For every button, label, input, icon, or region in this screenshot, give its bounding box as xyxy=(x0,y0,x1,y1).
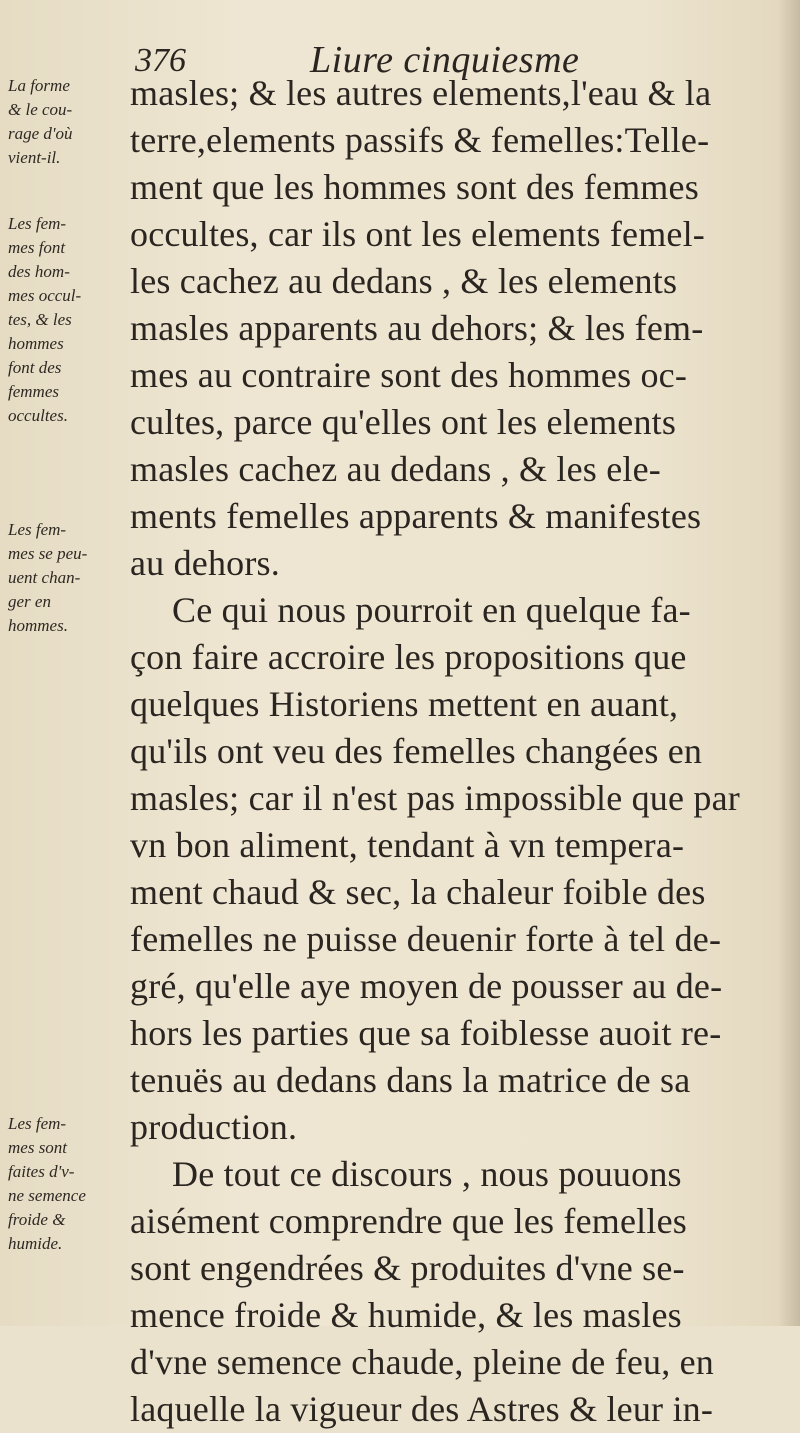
margin-note-line: mes occul- xyxy=(8,286,82,305)
margin-note-line: occultes. xyxy=(8,406,68,425)
text-line: hors les parties que sa foiblesse auoit re- xyxy=(130,1013,722,1053)
text-line: au dehors. xyxy=(130,543,280,583)
text-line: mes au contraire sont des hommes oc- xyxy=(130,355,688,395)
margin-note-line: hommes xyxy=(8,334,64,353)
margin-note-line: humide. xyxy=(8,1234,63,1253)
margin-note-line: hommes. xyxy=(8,616,68,635)
text-line: production. xyxy=(130,1107,298,1147)
margin-note-semence xyxy=(8,1112,126,1256)
margin-note-line: mes se peu- xyxy=(8,544,88,563)
margin-note-line: froide & xyxy=(8,1210,66,1229)
margin-note-line: uent chan- xyxy=(8,568,81,587)
text-line: gré, qu'elle aye moyen de pousser au de- xyxy=(130,966,723,1006)
margin-note-femmes-occultes xyxy=(8,212,126,428)
margin-note-line: & le cou- xyxy=(8,100,73,119)
margin-note-line: mes font xyxy=(8,238,66,257)
text-line: aisément comprendre que les femelles xyxy=(130,1201,687,1241)
margin-note-forme xyxy=(8,74,126,170)
margin-note-line: vient-il. xyxy=(8,148,61,167)
margin-note-line: tes, & les xyxy=(8,310,72,329)
text-line: ment chaud & sec, la chaleur foible des xyxy=(130,872,706,912)
text-line: Ce qui nous pourroit en quelque fa- xyxy=(172,590,691,630)
text-line: occultes, car ils ont les elements femel- xyxy=(130,214,705,254)
text-line: laquelle la vigueur des Astres & leur in- xyxy=(130,1389,714,1429)
margin-note-line: La forme xyxy=(8,76,70,95)
text-line: mence froide & humide, & les masles xyxy=(130,1295,682,1335)
margin-note-line: Les fem- xyxy=(8,520,67,539)
text-line: ments femelles apparents & manifestes xyxy=(130,496,702,536)
text-line: masles; car il n'est pas impossible que par xyxy=(130,778,740,818)
running-title: Liure cinquiesme xyxy=(310,39,580,81)
text-line: sont engendrées & produites d'vne se- xyxy=(130,1248,685,1288)
margin-note-line: Les fem- xyxy=(8,1114,67,1133)
text-line: çon faire accroire les propositions que xyxy=(130,637,687,677)
margin-note-line: femmes xyxy=(8,382,59,401)
margin-note-line: mes sont xyxy=(8,1138,68,1157)
text-line: femelles ne puisse deuenir forte à tel de- xyxy=(130,919,722,959)
text-line: qu'ils ont veu des femelles changées en xyxy=(130,731,703,771)
margin-note-line: rage d'où xyxy=(8,124,73,143)
text-line: quelques Historiens mettent en auant, xyxy=(130,684,679,724)
margin-note-line: ger en xyxy=(8,592,51,611)
margin-note-line: Les fem- xyxy=(8,214,67,233)
margin-note-line: des hom- xyxy=(8,262,70,281)
text-line: terre,elements passifs & femelles:Telle- xyxy=(130,120,710,160)
text-line: d'vne semence chaude, pleine de feu, en xyxy=(130,1342,715,1382)
text-line: masles cachez au dedans , & les ele- xyxy=(130,449,661,489)
margin-note-line: ne semence xyxy=(8,1186,86,1205)
text-line: cultes, parce qu'elles ont les elements xyxy=(130,402,677,442)
text-line: tenuës au dedans dans la matrice de sa xyxy=(130,1060,691,1100)
text-line: De tout ce discours , nous pouuons xyxy=(172,1154,682,1194)
page-number: 376 xyxy=(135,42,186,79)
text-line: masles; & les autres elements,l'eau & la xyxy=(130,73,712,113)
margin-note-line: faites d'v- xyxy=(8,1162,75,1181)
text-line: les cachez au dedans , & les elements xyxy=(130,261,678,301)
text-line: vn bon aliment, tendant à vn tempera- xyxy=(130,825,685,865)
body-text xyxy=(130,70,790,1433)
margin-note-changer xyxy=(8,518,126,638)
margin-note-line: font des xyxy=(8,358,62,377)
text-line: ment que les hommes sont des femmes xyxy=(130,167,699,207)
text-line: masles apparents au dehors; & les fem- xyxy=(130,308,704,348)
